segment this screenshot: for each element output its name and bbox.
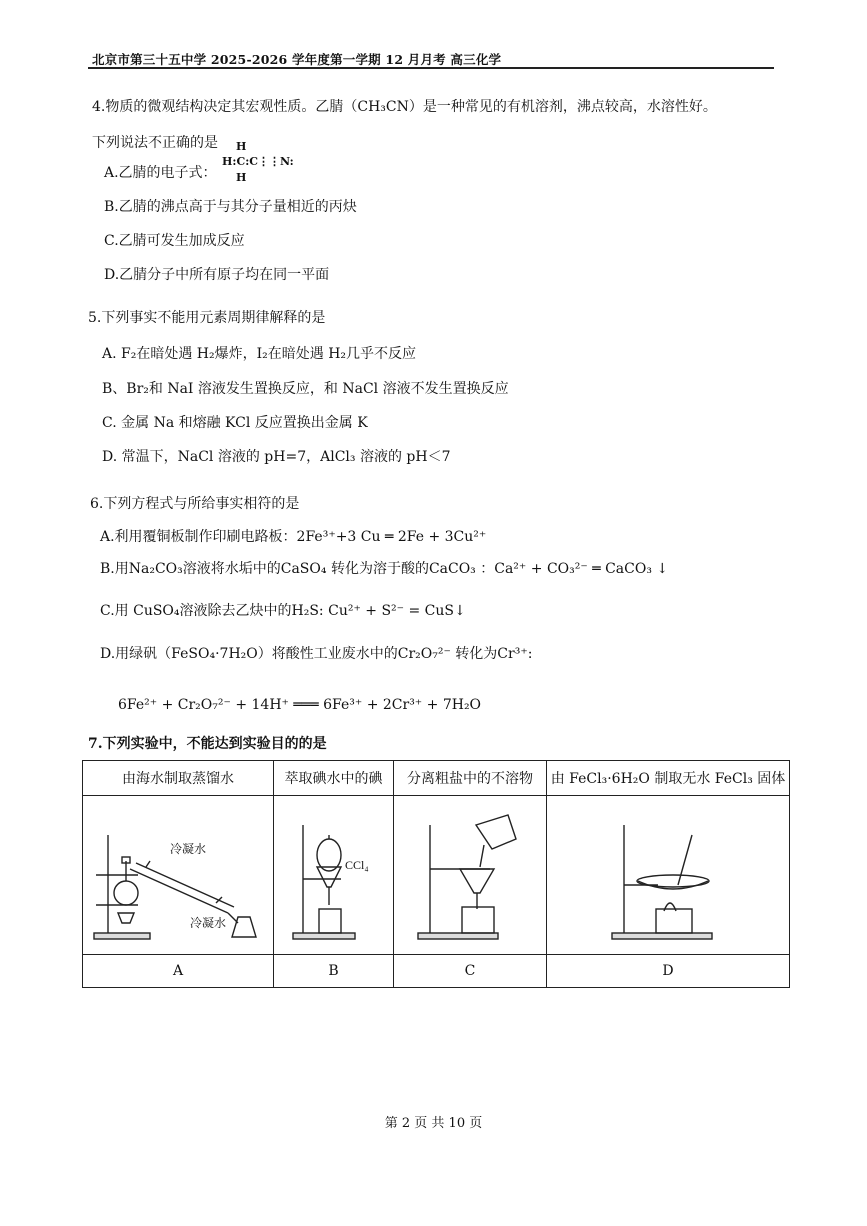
apparatus-extraction [274, 796, 394, 955]
separatory-funnel-image [279, 805, 389, 945]
exp-title-a: 由海水制取蒸馏水 [83, 761, 274, 796]
exp-title-c: 分离粗盐中的不溶物 [394, 761, 547, 796]
q4-prompt: 下列说法不正确的是 [92, 135, 218, 151]
exp-label-b: B [274, 955, 394, 988]
page-footer: 第 2 页 共 10 页 [384, 1116, 483, 1131]
exp-title-b: 萃取碘水中的碘 [274, 761, 394, 796]
q5-stem: 5.下列事实不能用元素周期律解释的是 [88, 310, 326, 326]
exp-label-d: D [547, 955, 790, 988]
electron-formula-bottom: H [236, 171, 247, 184]
electron-formula [222, 140, 292, 190]
filtration-image [400, 805, 540, 945]
q4-option-c: C.乙腈可发生加成反应 [104, 233, 245, 249]
exp-title-d: 由 FeCl₃·6H₂O 制取无水 FeCl₃ 固体 [547, 761, 790, 796]
q4-option-b: B.乙腈的沸点高于与其分子量相近的丙炔 [104, 199, 357, 215]
q6-option-a: A.利用覆铜板制作印刷电路板：2Fe³⁺+3 Cu ═ 2Fe + 3Cu²⁺ [100, 529, 487, 545]
q6-option-c: C.用 CuSO₄溶液除去乙炔中的H₂S: Cu²⁺ + S²⁻ = CuS↓ [100, 603, 466, 619]
condenser-water-out-label: 冷凝水 [190, 916, 227, 930]
evaporation-image [598, 805, 738, 945]
q5-option-b: B、Br₂和 NaI 溶液发生置换反应，和 NaCl 溶液不发生置换反应 [102, 381, 509, 397]
apparatus-evaporation [547, 796, 790, 955]
page-header: 北京市第三十五中学 2025-2026 学年度第一学期 12 月月考 高三化学 [92, 52, 502, 67]
q5-option-d: D. 常温下，NaCl 溶液的 pH=7，AlCl₃ 溶液的 pH＜7 [102, 449, 451, 465]
electron-formula-middle: H:C:C⋮⋮N: [222, 155, 294, 168]
apparatus-distillation [83, 796, 274, 955]
distillation-apparatus-image [88, 805, 268, 945]
exp-label-a: A [83, 955, 274, 988]
q4-option-d: D.乙腈分子中所有原子均在同一平面 [104, 267, 330, 283]
experiment-table [82, 760, 790, 988]
electron-formula-top: H [236, 140, 247, 153]
ccl4-label: CCl₄ [344, 858, 369, 872]
condenser-water-in-label: 冷凝水 [170, 842, 207, 856]
q4-stem: 4.物质的微观结构决定其宏观性质。乙腈（CH₃CN）是一种常见的有机溶剂，沸点较高，水溶性好。 [92, 99, 717, 115]
q5-option-c: C. 金属 Na 和熔融 KCl 反应置换出金属 K [102, 415, 368, 431]
apparatus-filtration [394, 796, 547, 955]
q5-option-a: A. F₂在暗处遇 H₂爆炸，I₂在暗处遇 H₂几乎不反应 [102, 346, 417, 362]
exp-label-c: C [394, 955, 547, 988]
q4-option-a: A.乙腈的电子式： [104, 165, 217, 181]
q6-option-d-equation: 6Fe²⁺ + Cr₂O₇²⁻ + 14H⁺ ═══ 6Fe³⁺ + 2Cr³⁺ + 7H₂O [118, 697, 482, 713]
q6-option-d: D.用绿矾（FeSO₄·7H₂O）将酸性工业废水中的Cr₂O₇²⁻ 转化为Cr³⁺: [100, 646, 533, 662]
header-divider [88, 67, 774, 69]
q6-option-b: B.用Na₂CO₃溶液将水垢中的CaSO₄ 转化为溶于酸的CaCO₃ ：Ca²⁺ + CO₃²⁻ ═ CaCO₃ ↓ [100, 561, 669, 577]
q6-stem: 6.下列方程式与所给事实相符的是 [90, 496, 300, 512]
q7-stem: 7.下列实验中，不能达到实验目的的是 [88, 736, 327, 752]
